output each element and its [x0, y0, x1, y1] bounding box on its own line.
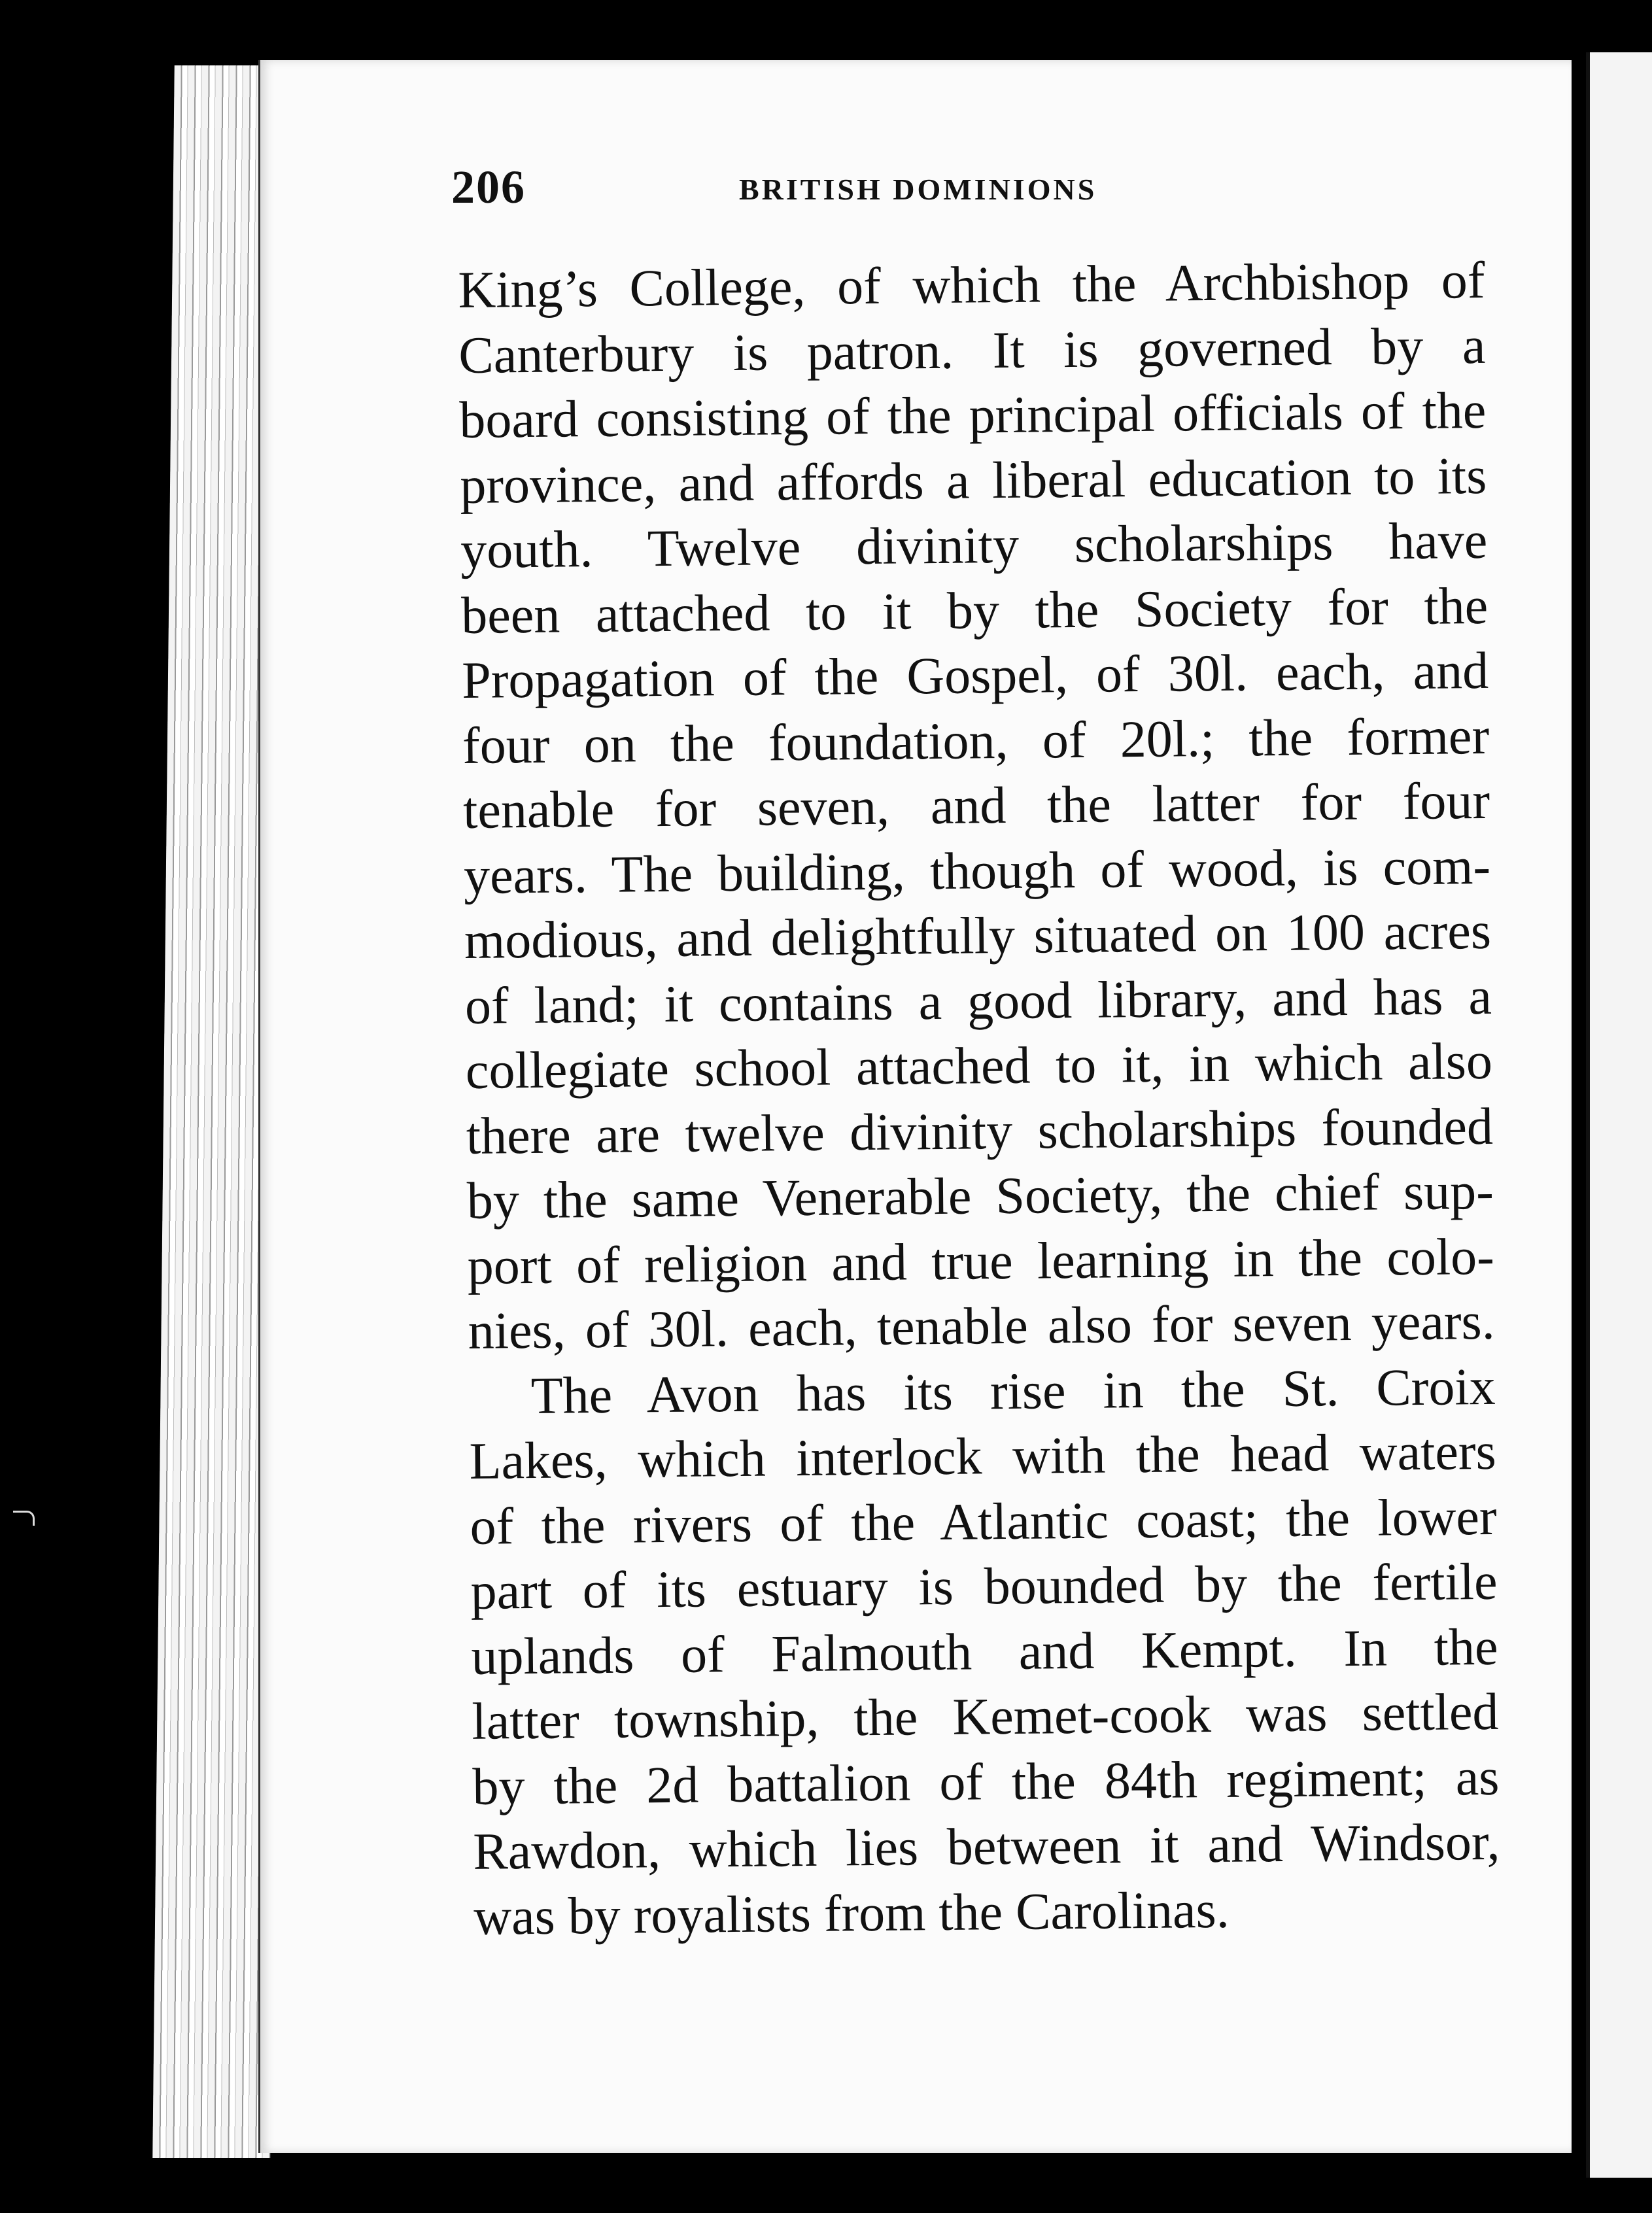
- text-line: Lakes, which interlock with the head waters: [469, 1422, 1497, 1490]
- text-line: uplands of Falmouth and Kempt. In the: [471, 1618, 1498, 1686]
- text-line: modious, and delightfully situated on 100 acres: [464, 902, 1492, 970]
- text-line: collegiate school attached to it, in which also: [465, 1032, 1493, 1100]
- text-line: there are twelve divinity scholarships founded: [466, 1097, 1494, 1165]
- text-line: nies, of 30l. each, tenable also for seven years.: [468, 1292, 1496, 1360]
- text-line: youth. Twelve divinity scholarships have: [460, 511, 1488, 579]
- text-line: province, and affords a liberal education to its: [459, 447, 1487, 515]
- text-line: was by royalists from the Carolinas.: [473, 1881, 1230, 1946]
- text-line: The Avon has its rise in the St. Croix: [530, 1358, 1496, 1425]
- text-line: Canterbury is patron. It is governed by a: [458, 317, 1486, 385]
- text-line: Rawdon, which lies between it and Windsor,: [472, 1813, 1500, 1881]
- text-line: latter township, the Kemet-cook was settled: [472, 1683, 1499, 1751]
- running-head: BRITISH DOMINIONS: [739, 173, 1097, 206]
- text-line: four on the foundation, of 20l.; the former: [462, 707, 1490, 775]
- text-line: Propagation of the Gospel, of 30l. each, and: [461, 642, 1489, 710]
- scan-artifact-mark: [13, 1511, 35, 1526]
- text-line: tenable for seven, and the latter for four: [462, 772, 1490, 840]
- text-line: King’s College, of which the Archbishop of: [458, 251, 1485, 319]
- text-line: of the rivers of the Atlantic coast; the lower: [470, 1488, 1497, 1556]
- page-number: 206: [451, 161, 526, 213]
- page-header: [451, 160, 1190, 219]
- text-line: by the 2d battalion of the 84th regiment; as: [472, 1748, 1500, 1816]
- facing-page-edge: [1586, 52, 1652, 2178]
- text-line: by the same Venerable Society, the chief sup-: [466, 1162, 1494, 1230]
- text-line: years. The building, though of wood, is com-: [463, 837, 1491, 905]
- body-text: [458, 249, 1501, 1950]
- text-line: board consisting of the principal officials of the: [458, 381, 1487, 449]
- text-line: port of religion and true learning in the colo-: [467, 1227, 1495, 1295]
- text-line: part of its estuary is bounded by the fertile: [470, 1553, 1498, 1621]
- text-line: of land; it contains a good library, and has a: [464, 967, 1492, 1035]
- text-line: been attached to it by the Society for the: [460, 577, 1489, 645]
